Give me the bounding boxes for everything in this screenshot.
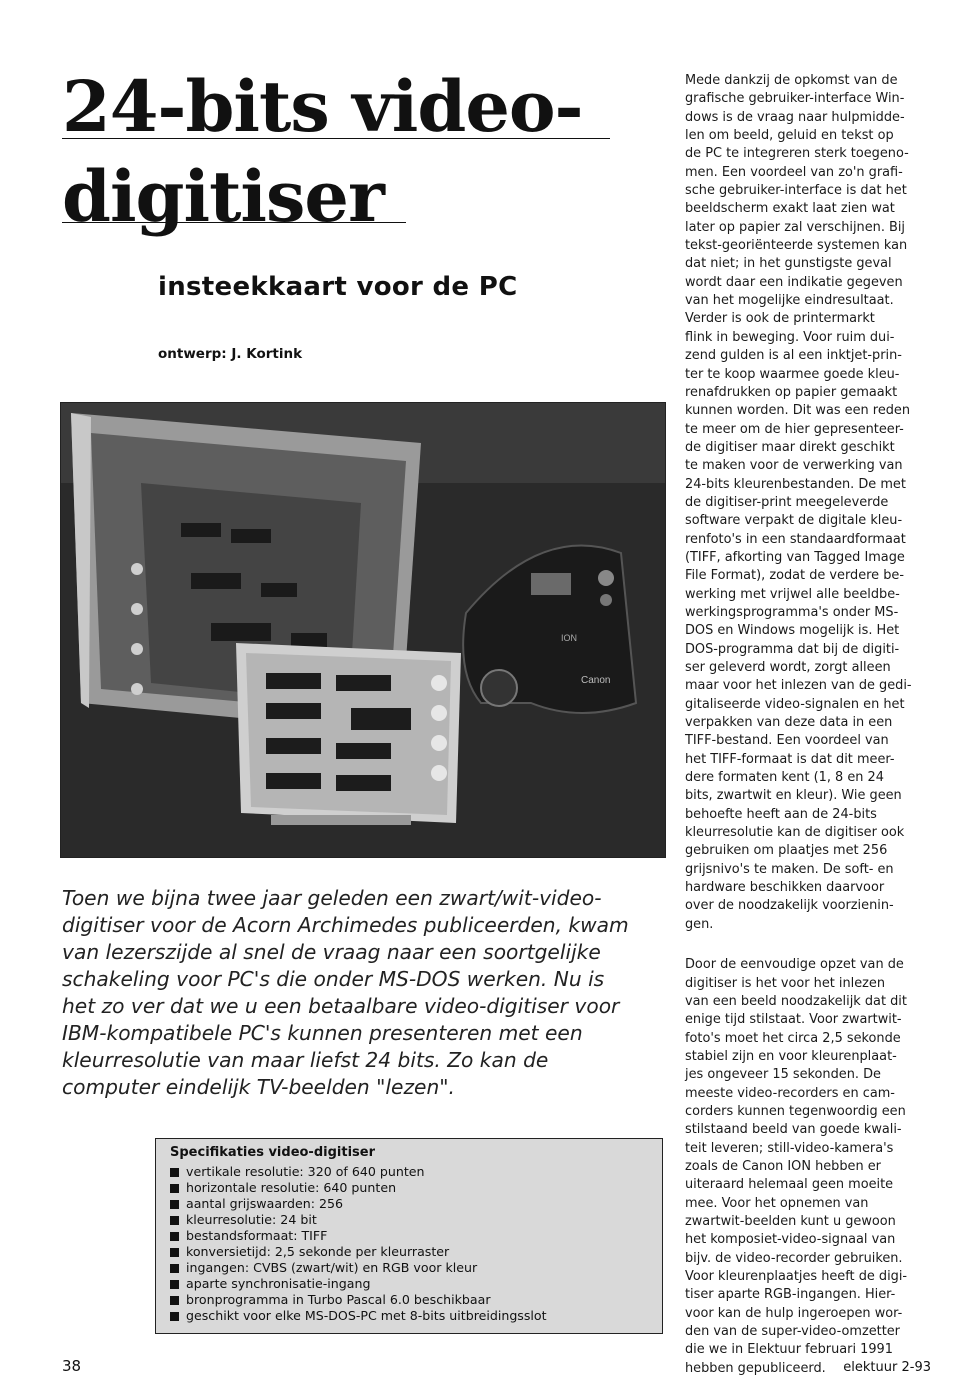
body-line: uiteraard helemaal geen moeite: [685, 1177, 894, 1193]
spec-item: bestandsformaat: TIFF: [170, 1228, 648, 1244]
body-line: het TIFF-formaat is dat dit meer-: [685, 751, 895, 767]
bullet-square-icon: [170, 1296, 179, 1305]
body-line: ser geleverd wordt, zorgt alleen: [685, 660, 891, 675]
title-underline-1: [62, 138, 610, 139]
body-line: te meer om de hier gepresenteer-: [685, 421, 904, 437]
body-line: dere formaten kent (1, 8 en 24: [685, 770, 884, 786]
paragraph-gap: [685, 934, 929, 956]
body-line: dat niet; in het gunstigste geval: [685, 256, 892, 272]
body-line: zoals de Canon ION hebben er: [685, 1158, 881, 1174]
photo-illustration: [61, 403, 665, 857]
camera-brand-label: Canon: [581, 675, 611, 686]
body-line: flink in beweging. Voor ruim dui-: [685, 329, 895, 345]
specifications-title: Specifikaties video-digitiser: [170, 1145, 375, 1160]
bullet-square-icon: [170, 1248, 179, 1257]
body-line: die we in Elektuur februari 1991: [685, 1342, 893, 1358]
lead-line: kleurresolutie van maar liefst 24 bits. Zo kan de: [62, 1048, 549, 1072]
body-line: DOS en Windows mogelijk is. Het: [685, 623, 900, 639]
body-line: verpakken van deze data in een: [685, 715, 893, 731]
body-line: stabiel zijn en voor kleurenplaat-: [685, 1048, 897, 1064]
body-line: tekst-georiënteerde systemen kan: [685, 238, 908, 254]
body-line: sche gebruiker-interface is dat het: [685, 183, 907, 199]
spec-item: kleurresolutie: 24 bit: [170, 1212, 648, 1228]
body-line: de digitiser-print meegeleverde: [685, 494, 889, 510]
body-line: renfoto's in een standaardformaat: [685, 531, 906, 547]
lead-line: computer eindelijk TV-beelden "lezen".: [62, 1075, 455, 1099]
article-title: [62, 62, 622, 242]
body-line: Verder is ook de printermarkt: [685, 311, 875, 327]
article-subtitle: insteekkaart voor de PC: [158, 272, 518, 302]
body-line: stilstaand beeld van goede kwali-: [685, 1122, 902, 1138]
title-line-2: digitiser: [62, 155, 384, 238]
body-line: werkingsprogramma's onder MS-: [685, 604, 899, 620]
body-line: Voor kleurenplaatjes heeft de digi-: [685, 1269, 908, 1284]
body-line: bijv. de video-recorder gebruiken.: [685, 1250, 903, 1266]
body-line: den van de super-video-omzetter: [685, 1324, 900, 1340]
spec-item: bronprogramma in Turbo Pascal 6.0 beschikbaar: [170, 1292, 648, 1308]
body-line: behoefte heeft aan de 24-bits: [685, 806, 877, 822]
lead-line: van lezerszijde al snel de vraag naar een soortgelijke: [62, 940, 601, 964]
body-line: meeste video-recorders en cam-: [685, 1085, 895, 1101]
bullet-square-icon: [170, 1232, 179, 1241]
body-line: 24-bits kleurenbestanden. De met: [685, 476, 906, 492]
body-line: van een beeld noodzakelijk dat dit: [685, 993, 907, 1009]
body-line: Mede dankzij de opkomst van de: [685, 73, 898, 88]
spec-item: ingangen: CVBS (zwart/wit) en RGB voor kleur: [170, 1260, 648, 1276]
page-number: 38: [62, 1357, 82, 1375]
body-line: enige tijd stilstaat. Voor zwartwit-: [685, 1012, 902, 1028]
bullet-square-icon: [170, 1264, 179, 1273]
title-line-1: 24-bits video-: [62, 65, 583, 148]
body-line: hebben gepubliceerd.: [685, 1360, 826, 1376]
body-line: (TIFF, afkorting van Tagged Image: [685, 549, 905, 565]
lead-line: het zo ver dat we u een betaalbare video-digitiser voor: [62, 994, 620, 1018]
body-line: teit leveren; still-video-kamera's: [685, 1140, 894, 1156]
bullet-square-icon: [170, 1312, 179, 1321]
bullet-square-icon: [170, 1216, 179, 1225]
specifications-list: [170, 1164, 648, 1324]
bullet-square-icon: [170, 1280, 179, 1289]
body-line: grafische gebruiker-interface Win-: [685, 91, 905, 107]
body-line: men. Een voordeel van zo'n grafi-: [685, 164, 903, 180]
body-line: tiser aparte RGB-ingangen. Hier-: [685, 1287, 896, 1303]
bullet-square-icon: [170, 1168, 179, 1177]
body-line: te maken voor de verwerking van: [685, 458, 903, 474]
body-line: software verpakt de digitale kleu-: [685, 513, 903, 529]
specifications-box: [155, 1138, 663, 1334]
spec-item: geschikt voor elke MS-DOS-PC met 8-bits uitbreidingsslot: [170, 1308, 648, 1324]
body-line: de digitiser maar direkt geschikt: [685, 439, 895, 455]
body-column: [685, 72, 929, 1378]
spec-item: aparte synchronisatie-ingang: [170, 1276, 648, 1292]
body-line: jes ongeveer 15 sekonden. De: [685, 1067, 881, 1083]
title-underline-2: [62, 222, 406, 223]
body-line: ter te koop waarmee goede kleu-: [685, 366, 900, 382]
lead-line: IBM-kompatibele PC's kunnen presenteren met een: [62, 1021, 583, 1045]
body-line: van het mogelijke eindresultaat.: [685, 293, 894, 309]
article-byline: ontwerp: J. Kortink: [158, 346, 303, 362]
body-line: later op papier zal verschijnen. Bij: [685, 219, 906, 235]
bullet-square-icon: [170, 1200, 179, 1209]
body-line: voor kan de hulp ingeroepen wor-: [685, 1305, 903, 1321]
body-line: len om beeld, geluid en tekst op: [685, 128, 894, 144]
body-line: het komposiet-video-signaal van: [685, 1232, 896, 1248]
spec-item: vertikale resolutie: 320 of 640 punten: [170, 1164, 648, 1180]
body-line: foto's moet het circa 2,5 sekonde: [685, 1030, 901, 1046]
body-line: Door de eenvoudige opzet van de: [685, 957, 904, 973]
body-line: hardware beschikken daarvoor: [685, 880, 885, 896]
bullet-square-icon: [170, 1184, 179, 1193]
body-line: grijsnivo's te maken. De soft- en: [685, 861, 894, 877]
body-line: gebruiken om plaatjes met 256: [685, 843, 888, 859]
body-line: digitiser is het voor het inlezen: [685, 975, 886, 991]
body-line: de PC te integreren sterk toegeno-: [685, 146, 909, 162]
body-line: zwartwit-beelden kunt u gewoon: [685, 1213, 896, 1229]
spec-item: aantal grijswaarden: 256: [170, 1196, 648, 1212]
body-line: wordt daar een indikatie gegeven: [685, 274, 903, 290]
body-paragraph-2: [685, 956, 929, 1378]
magazine-issue: elektuur 2-93: [843, 1360, 931, 1375]
lead-line: digitiser voor de Acorn Archimedes publiceerden, kwam: [62, 913, 629, 937]
lead-line: Toen we bijna twee jaar geleden een zwart/wit-video-: [62, 886, 602, 910]
body-line: gitaliseerde video-signalen en het: [685, 696, 905, 712]
body-line: File Format), zodat de verdere be-: [685, 568, 904, 584]
body-line: gen.: [685, 916, 714, 932]
body-line: maar voor het inlezen van de gedi-: [685, 678, 912, 694]
spec-item: konversietijd: 2,5 sekonde per kleurraster: [170, 1244, 648, 1260]
lead-line: schakeling voor PC's die onder MS-DOS werken. Nu is: [62, 967, 605, 991]
body-line: DOS-programma dat bij de digiti-: [685, 641, 900, 657]
body-line: kleurresolutie kan de digitiser ook: [685, 825, 905, 841]
body-line: renafdrukken op papier gemaakt: [685, 384, 898, 400]
product-photo: [60, 402, 666, 858]
body-paragraph-1: [685, 72, 929, 934]
body-line: bits, zwartwit en kleur). Wie geen: [685, 788, 902, 804]
body-line: kunnen worden. Dit was een reden: [685, 403, 911, 419]
camera-model-label: ION: [561, 633, 578, 643]
body-line: dows is de vraag naar hulpmidde-: [685, 109, 905, 125]
lead-paragraph: [62, 885, 666, 1101]
body-line: mee. Voor het opnemen van: [685, 1195, 869, 1211]
spec-item: horizontale resolutie: 640 punten: [170, 1180, 648, 1196]
body-line: corders kunnen tegenwoordig een: [685, 1103, 906, 1119]
body-line: beeldscherm exakt laat zien wat: [685, 201, 895, 217]
body-line: zend gulden is al een inktjet-prin-: [685, 348, 902, 364]
body-line: over de noodzakelijk voorzienin-: [685, 898, 894, 914]
body-line: TIFF-bestand. Een voordeel van: [685, 733, 889, 749]
body-line: werking met vrijwel alle beeldbe-: [685, 586, 900, 602]
